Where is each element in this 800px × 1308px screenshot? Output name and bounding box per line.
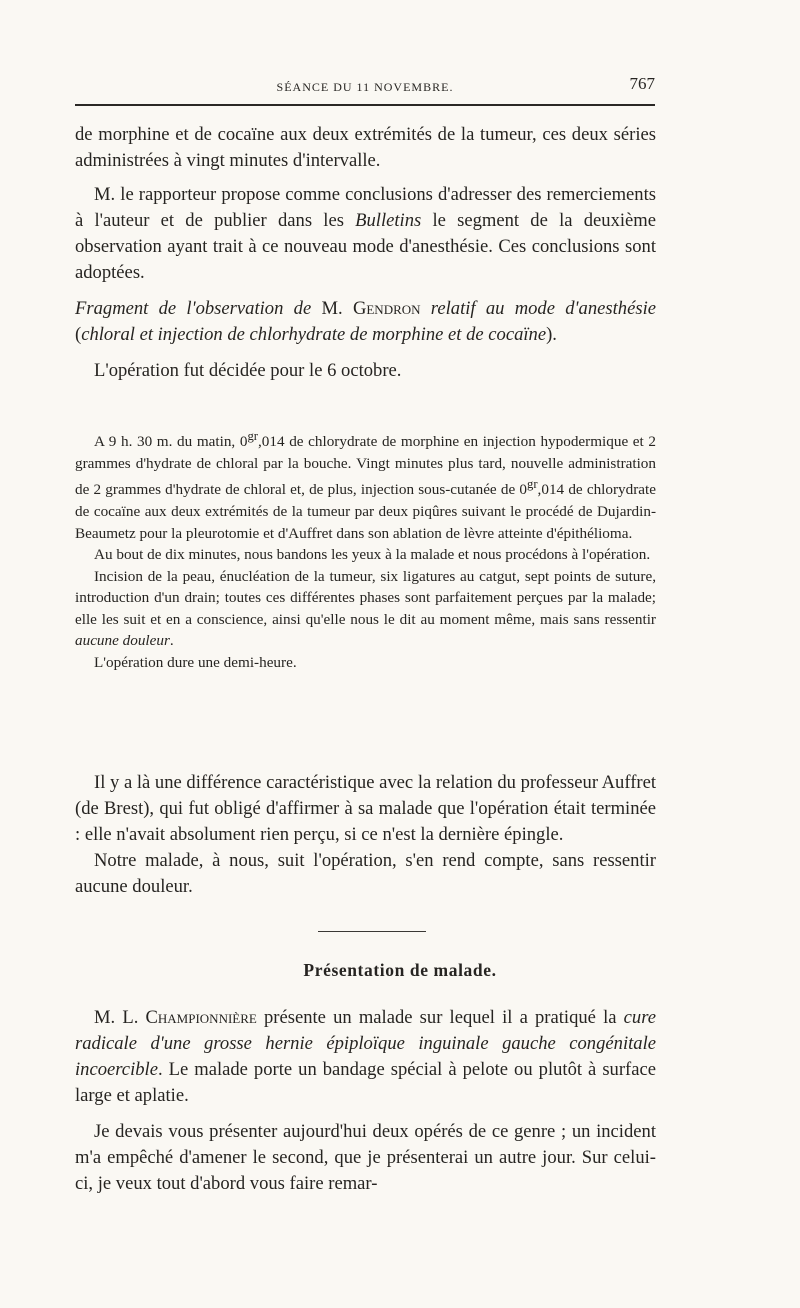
text-run: ,014 de chlorydrate de morphine en injection hypodermique et 2 grammes d'hydrate de chloral par la bouche. Vingt minutes plus tard, nouvelle administration de 2 grammes d'hydrate de chloral et, de plus, injection sous-cutanée de 0: [75, 433, 656, 499]
text-run: Incision de la peau, énucléation de la tumeur, six ligatures au catgut, sept points de suture, introduction d'un drain; toutes ces différentes phases sont parfaitement perçues par la malade; elle les suit et en a conscience, ainsi qu'elle nous le dit au moment même, mais sans ressentir: [75, 567, 656, 628]
observation-paragraph-3: [75, 566, 656, 652]
page-header: [75, 74, 655, 98]
author-name: Gendron: [352, 298, 421, 319]
observation-paragraph-1: [75, 426, 656, 544]
decision-line: L'opération fut décidée pour le 6 octobre.: [94, 360, 402, 381]
report-conclusion-block: [75, 122, 656, 286]
page-number: 767: [629, 74, 655, 93]
presentation-block: [75, 1005, 656, 1197]
aucune-douleur-italic: aucune douleur: [75, 632, 170, 650]
paragraph-continuation: de morphine et de cocaïne aux deux extrémités de la tumeur, ces deux séries administrées à vingt minutes d'intervalle.: [75, 124, 656, 171]
text-run: chloral et injection de chlorhydrate de morphine et de cocaïne: [81, 324, 547, 345]
fragment-title: [75, 296, 656, 348]
text-run: ).: [546, 324, 557, 345]
fragment-heading: [75, 296, 656, 384]
text-run: M. le rapporteur propose comme conclusions d'adresser des remerciements à l'auteur et de publier dans les: [75, 184, 656, 231]
header-rule: [75, 104, 655, 106]
unit-superscript: gr: [247, 429, 258, 443]
comparison-paragraph: Il y a là une différence caractéristique avec la relation du professeur Auffret (de Brest), qui fut obligé d'affirmer à sa malade que l'opération était terminée : elle n'avait absolument rien perçu, si ce n'est la dernière épingle.: [75, 772, 657, 845]
bulletins-italic: Bulletins: [355, 210, 422, 231]
text-run: M.: [321, 298, 353, 319]
comparison-block: [75, 770, 656, 900]
text-run: A 9 h. 30 m. du matin, 0: [94, 433, 248, 451]
author-name: Championnière: [145, 1007, 257, 1028]
unit-superscript: gr: [527, 477, 538, 492]
observation-block: [75, 426, 656, 674]
observation-paragraph-4: L'opération dure une demi-heure.: [94, 654, 297, 672]
conclusion-paragraph: Notre malade, à nous, suit l'opération, s'en rend compte, sans ressentir aucune douleur.: [75, 850, 656, 897]
section-separator: [318, 931, 426, 932]
text-run: (: [75, 324, 82, 345]
text-run: ,014 de chlorydrate de cocaïne aux deux extrémités de la tumeur par deux piqûres suivant le procédé de Dujardin-Beaumetz pour la pleurotomie et d'Auffret dans son ablation de lèvre atteinte d'épithélioma.: [75, 481, 656, 542]
text-run: Fragment de l'observation de: [75, 298, 322, 319]
presentation-paragraph-1: [75, 1005, 656, 1109]
text-run: . Le malade porte un bandage spécial à pelote ou plutôt à surface large et aplatie.: [75, 1059, 656, 1106]
text-run: M. L.: [94, 1007, 146, 1028]
text-run: le segment de la deuxième observation ayant trait à ce nouveau mode d'anesthésie. Ces conclusions sont adoptées.: [75, 210, 657, 283]
observation-paragraph-2: Au bout de dix minutes, nous bandons les yeux à la malade et nous procédons à l'opération.: [94, 546, 651, 564]
procedure-italic: cure radicale d'une grosse hernie épiploïque inguinale gauche congénitale incoercible: [75, 1007, 657, 1080]
text-run: relatif au mode d'anesthésie: [420, 298, 656, 319]
running-title: SÉANCE DU 11 NOVEMBRE.: [276, 80, 454, 94]
section-heading: Présentation de malade.: [303, 960, 497, 980]
paragraph-rapporteur: [75, 182, 656, 286]
text-run: .: [169, 632, 174, 650]
presentation-paragraph-2: Je devais vous présenter aujourd'hui deux opérés de ce genre ; un incident m'a empêché d'amener le second, que je présenterai un autre jour. Sur celui-ci, je veux tout d'abord vous faire remar-: [75, 1121, 656, 1194]
text-run: présente un malade sur lequel il a pratiqué la: [256, 1007, 624, 1028]
